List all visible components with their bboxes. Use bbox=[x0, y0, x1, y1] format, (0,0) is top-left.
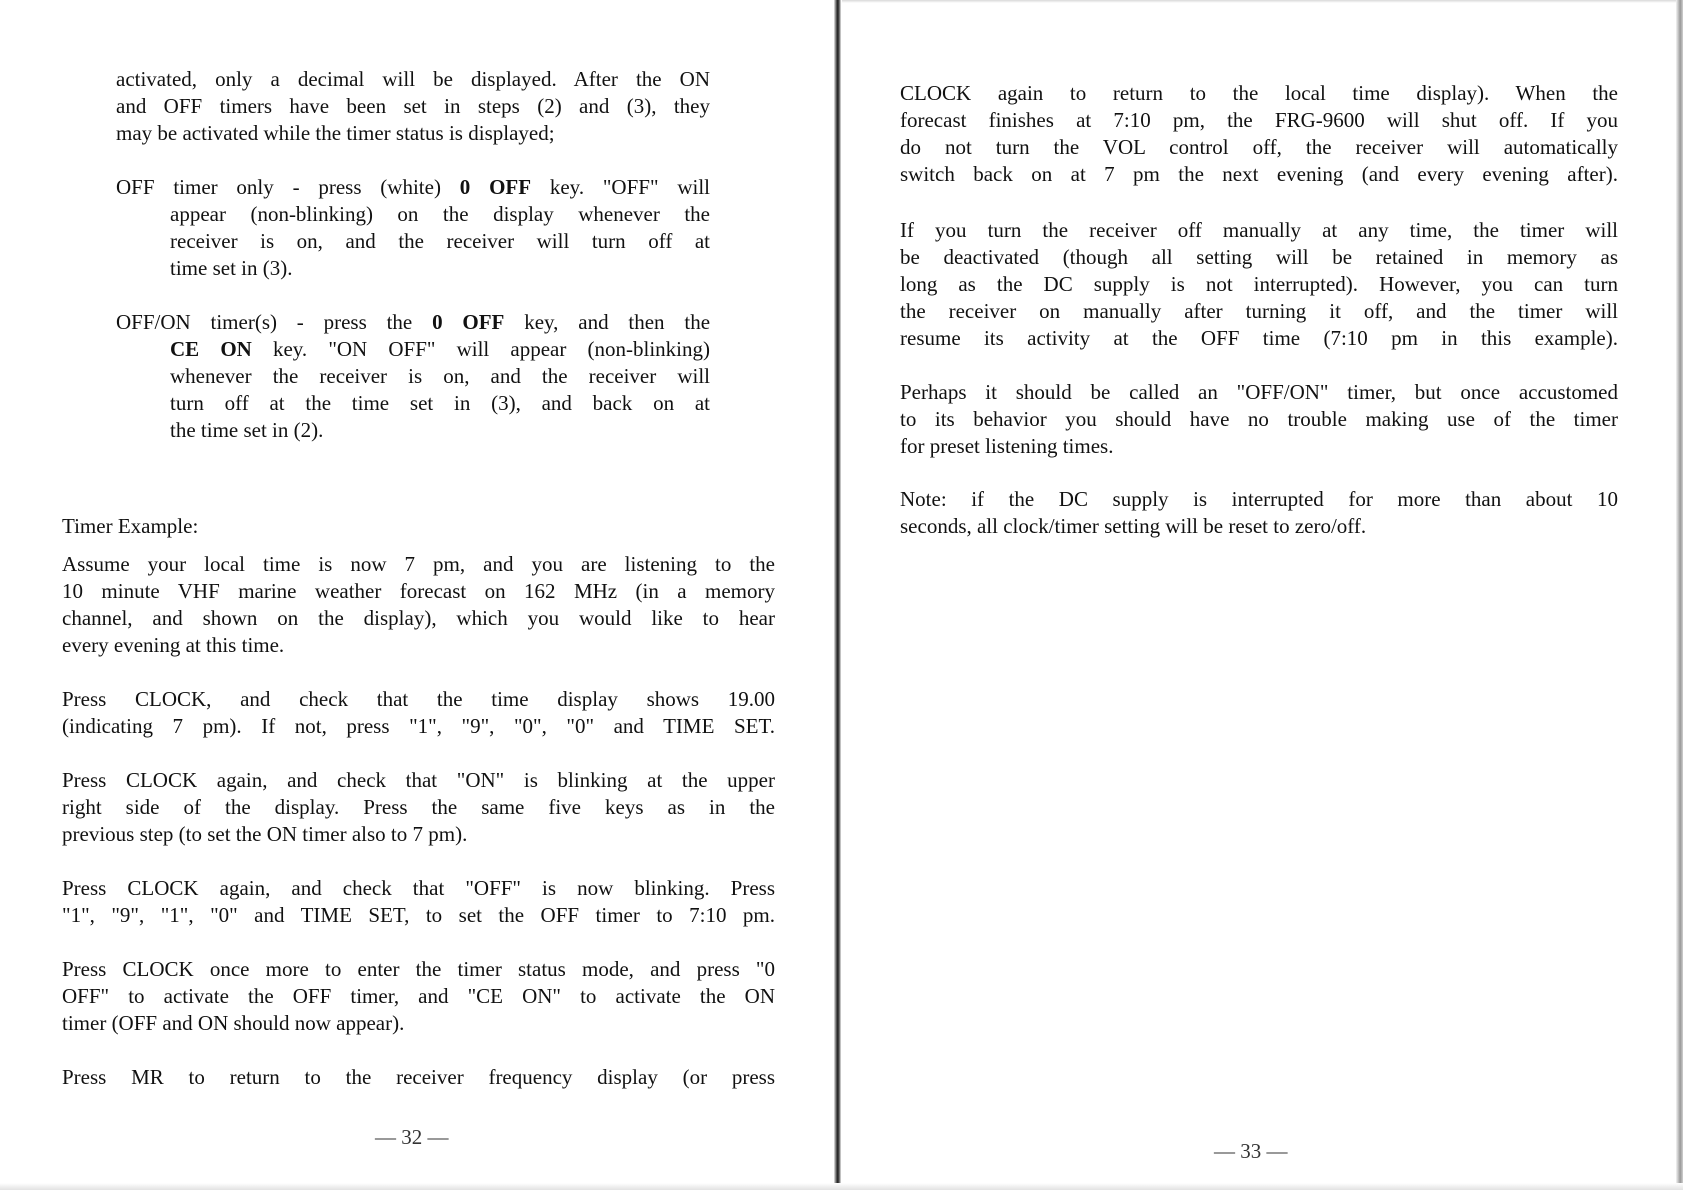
text-line: may be activated while the timer status is displayed; bbox=[116, 121, 555, 145]
text-line: OFF" to activate the OFF timer, and "CE ON" to activate the ON bbox=[62, 984, 775, 1008]
text-line: appear (non-blinking) on the display whenever the bbox=[170, 202, 710, 226]
text-line: channel, and shown on the display), which you would like to hear bbox=[62, 606, 775, 630]
example-paragraph bbox=[62, 767, 775, 848]
text-line: Note: if the DC supply is interrupted for more than about 10 bbox=[900, 487, 1618, 511]
offon-timer-after-key2: key. "ON OFF" will appear (non-blinking) bbox=[272, 337, 710, 361]
example-paragraph bbox=[62, 1064, 775, 1091]
text-line: to its behavior you should have no trouble making use of the timer bbox=[900, 407, 1618, 431]
off-timer-after-key: key. "OFF" will bbox=[549, 175, 710, 199]
text-line: seconds, all clock/timer setting will be reset to zero/off. bbox=[900, 514, 1367, 538]
text-line: Press CLOCK once more to enter the timer status mode, and press "0 bbox=[62, 957, 775, 981]
off-key-label: 0 OFF bbox=[432, 310, 505, 334]
intro-paragraph bbox=[116, 66, 710, 147]
text-line: turn off at the time set in (3), and back on at bbox=[170, 391, 710, 415]
text-line: switch back on at 7 pm the next evening (and every evening after). bbox=[900, 162, 1618, 186]
example-paragraph bbox=[62, 551, 775, 659]
text-line: "1", "9", "1", "0" and TIME SET, to set the OFF timer to 7:10 pm. bbox=[62, 903, 775, 927]
text-line: timer (OFF and ON should now appear). bbox=[62, 1011, 405, 1035]
note-paragraph bbox=[900, 486, 1618, 540]
text-line: for preset listening times. bbox=[900, 434, 1114, 458]
text-line: time set in (3). bbox=[170, 256, 293, 280]
text-line bbox=[116, 174, 710, 201]
page-number: — 33 — bbox=[1214, 1139, 1288, 1163]
offon-timer-after-key: key, and then the bbox=[524, 310, 711, 334]
text-line: long as the DC supply is not interrupted). However, you can turn bbox=[900, 272, 1618, 296]
text-line: be deactivated (though all setting will be retained in memory as bbox=[900, 245, 1618, 269]
text-line: Press MR to return to the receiver frequency display (or press bbox=[62, 1065, 775, 1089]
text-line: activated, only a decimal will be displayed. After the ON bbox=[116, 67, 710, 91]
text-line: Perhaps it should be called an "OFF/ON" timer, but once accustomed bbox=[900, 380, 1618, 404]
text-line: resume its activity at the OFF time (7:10 pm in this example). bbox=[900, 326, 1618, 350]
text-line: Press CLOCK, and check that the time display shows 19.00 bbox=[62, 687, 775, 711]
body-paragraph bbox=[900, 80, 1618, 188]
text-line: right side of the display. Press the same five keys as in the bbox=[62, 795, 775, 819]
text-line bbox=[170, 336, 710, 363]
ce-on-key-label: CE ON bbox=[170, 337, 252, 361]
text-line: (indicating 7 pm). If not, press "1", "9", "0", "0" and TIME SET. bbox=[62, 714, 775, 738]
offon-timer-item bbox=[116, 309, 710, 444]
text-line bbox=[116, 309, 710, 336]
example-paragraph bbox=[62, 875, 775, 929]
off-key-label: 0 OFF bbox=[459, 175, 532, 199]
off-timer-item bbox=[116, 174, 710, 282]
off-timer-label: OFF timer only - press (white) bbox=[116, 175, 441, 199]
example-paragraph bbox=[62, 956, 775, 1037]
text-line: CLOCK again to return to the local time display). When the bbox=[900, 81, 1618, 105]
text-line: the receiver on manually after turning it off, and the timer will bbox=[900, 299, 1618, 323]
text-line: previous step (to set the ON timer also to 7 pm). bbox=[62, 822, 468, 846]
page-number: — 32 — bbox=[375, 1125, 449, 1149]
text-line: and OFF timers have been set in steps (2) and (3), they bbox=[116, 94, 710, 118]
text-line: receiver is on, and the receiver will turn off at bbox=[170, 229, 710, 253]
text-line: the time set in (2). bbox=[170, 418, 324, 442]
text-line: every evening at this time. bbox=[62, 633, 285, 657]
text-line: whenever the receiver is on, and the receiver will bbox=[170, 364, 710, 388]
text-line: forecast finishes at 7:10 pm, the FRG-9600 will shut off. If you bbox=[900, 108, 1618, 132]
text-line: Press CLOCK again, and check that "OFF" is now blinking. Press bbox=[62, 876, 775, 900]
offon-timer-label: OFF/ON timer(s) - press the bbox=[116, 310, 413, 334]
book-gutter bbox=[834, 0, 841, 1190]
example-paragraph bbox=[62, 686, 775, 740]
body-paragraph bbox=[900, 379, 1618, 460]
body-paragraph bbox=[900, 217, 1618, 352]
text-line: do not turn the VOL control off, the receiver will automatically bbox=[900, 135, 1618, 159]
text-line: Press CLOCK again, and check that "ON" is blinking at the upper bbox=[62, 768, 775, 792]
text-line: 10 minute VHF marine weather forecast on 162 MHz (in a memory bbox=[62, 579, 775, 603]
page-32 bbox=[0, 0, 838, 1190]
page-33 bbox=[842, 0, 1683, 1190]
text-line: Assume your local time is now 7 pm, and you are listening to the bbox=[62, 552, 775, 576]
text-line: If you turn the receiver off manually at any time, the timer will bbox=[900, 218, 1618, 242]
timer-example-heading: Timer Example: bbox=[62, 514, 199, 538]
